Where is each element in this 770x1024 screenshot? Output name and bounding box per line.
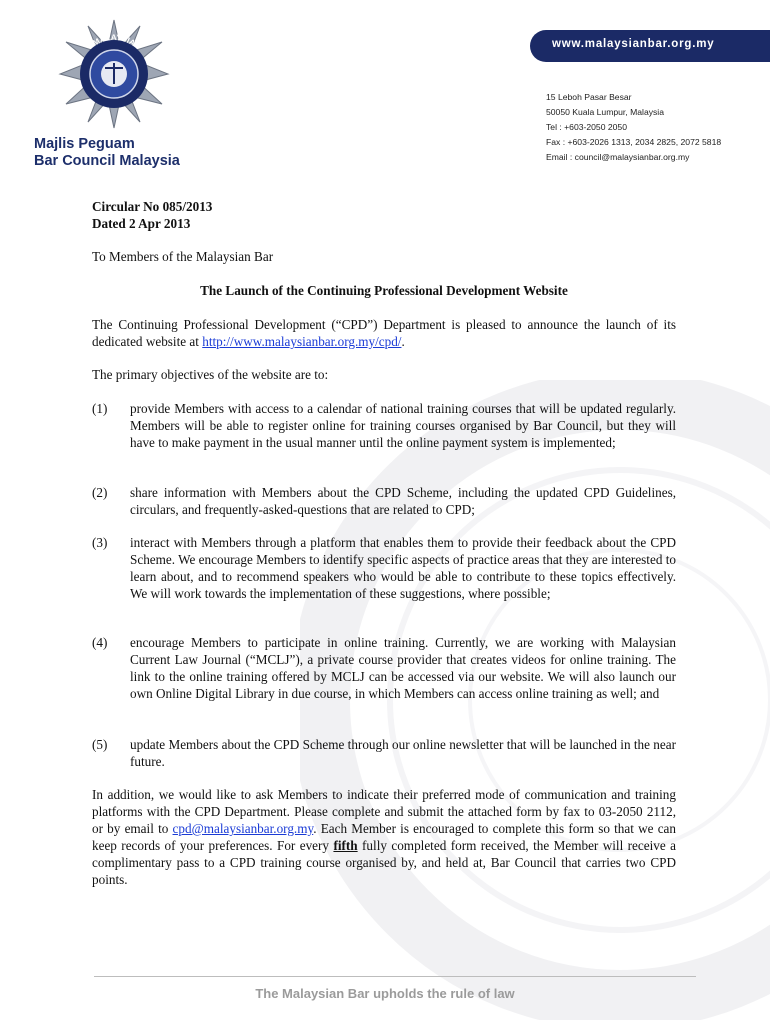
objective-text: provide Members with access to a calendar of national training courses that will be updated regularly. Members will be able to register online for training courses organised by Bar Council, but they will have to make payment in the usual manner until the online payment system is implemented; — [130, 401, 676, 450]
email-line: Email : council@malaysianbar.org.my — [546, 152, 690, 162]
closing-text: fully completed form received, the Member will receive a complimentary pass to a CPD training course organised by, and held at, Bar Council that carries two CPD points. — [92, 838, 676, 887]
fax-line: Fax : +603-2026 1313, 2034 2825, 2072 5818 — [546, 137, 722, 147]
intro-period: . — [401, 334, 405, 349]
objective-text: share information with Members about the CPD Scheme, including the updated CPD Guidelines, circulars, and frequently-asked-questions that are related to CPD; — [130, 485, 676, 517]
letter-title: The Launch of the Continuing Professional Development Website — [200, 283, 568, 298]
objective-number: (3) — [92, 535, 108, 550]
objective-number: (4) — [92, 635, 108, 650]
address-line: 15 Leboh Pasar Besar — [546, 92, 632, 102]
objectives-lead: The primary objectives of the website are to: — [92, 367, 329, 382]
objective-text: update Members about the CPD Scheme through our online newsletter that will be launched in the near future. — [130, 737, 676, 769]
bar-council-logo — [58, 18, 170, 130]
closing-paragraph — [92, 786, 676, 888]
website-banner — [530, 30, 770, 62]
objective-number: (5) — [92, 737, 108, 752]
telephone-line: Tel : +603-2050 2050 — [546, 122, 627, 132]
org-name-line2: Bar Council Malaysia — [34, 153, 180, 169]
closing-text: In addition, we would like to ask Members to indicate their preferred mode of communication and training platforms with the CPD Department. Please complete and submit the attached form by fax to 03-2050 2112, or by email to — [92, 787, 676, 836]
objective-number: (1) — [92, 401, 108, 416]
objective-text: interact with Members through a platform that enables them to provide their feedback about the CPD Scheme. We encourage Members to identify specific aspects of practice areas that they are interested to learn about, and to recommend speakers who would be able to contribute to these topics effectively. We will work towards the implementation of these suggestions, where possible; — [130, 535, 676, 601]
cpd-email-link[interactable]: cpd@malaysianbar.org.my — [172, 821, 314, 836]
cpd-website-link[interactable]: http://www.malaysianbar.org.my/cpd/ — [202, 334, 402, 349]
org-name-line1: Majlis Peguam — [34, 136, 135, 152]
circular-date: Dated 2 Apr 2013 — [92, 216, 191, 231]
website-url: www.malaysianbar.org.my — [552, 38, 715, 50]
intro-text: The Continuing Professional Development (“CPD”) Department is pleased to announce the launch of its dedicated website at — [92, 317, 676, 349]
objective-number: (2) — [92, 485, 108, 500]
intro-paragraph — [92, 316, 676, 350]
emphasis-fifth: fifth — [333, 838, 358, 853]
salutation: To Members of the Malaysian Bar — [92, 249, 274, 264]
footer-motto: The Malaysian Bar upholds the rule of law — [255, 986, 515, 1001]
organisation-name — [34, 136, 180, 170]
logo-text: MALAYSIA — [91, 32, 137, 48]
contact-address — [546, 90, 721, 165]
objective-text: encourage Members to participate in online training. Currently, we are working with Malaysian Current Law Journal (“MCLJ”), a private course provider that creates videos for online training. The link to the online training offered by MCLJ can be accessed via our website. We will also launch our own Online Digital Library in due course, in which Members can access online training as well; and — [130, 635, 676, 701]
circular-number: Circular No 085/2013 — [92, 199, 213, 214]
address-line: 50050 Kuala Lumpur, Malaysia — [546, 107, 665, 117]
footer-divider — [94, 976, 696, 977]
closing-text: . Each Member is encouraged to complete this form so that we can keep records of your preferences. For every — [92, 821, 676, 853]
